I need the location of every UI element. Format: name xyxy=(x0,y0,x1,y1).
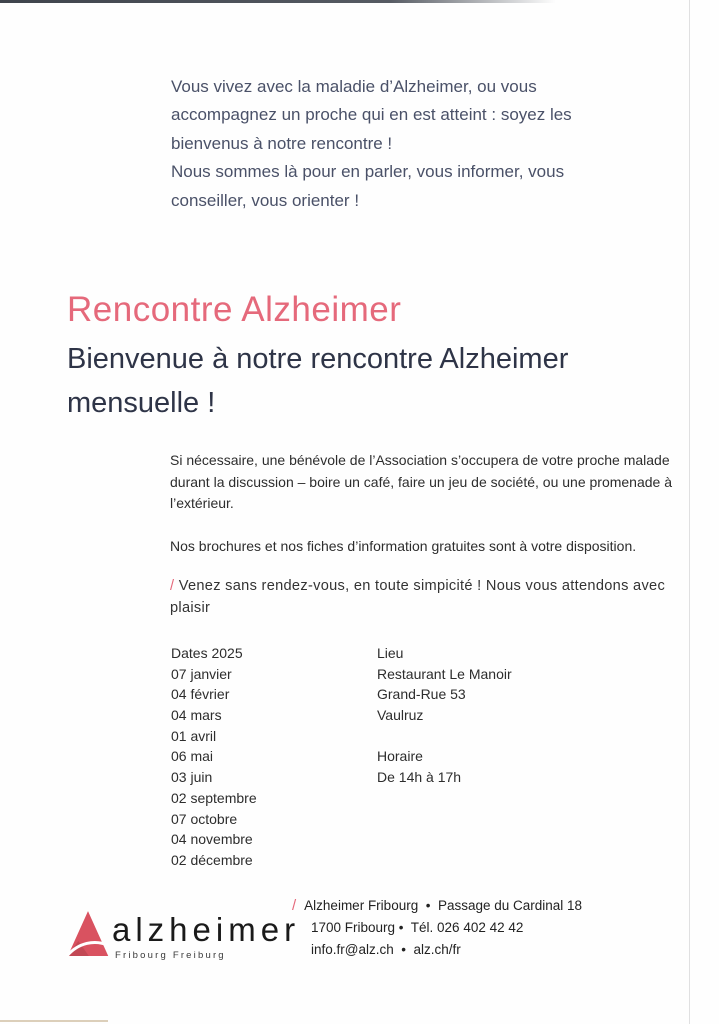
lieu-heading: Lieu xyxy=(377,645,404,661)
date-item: 02 septembre xyxy=(171,789,257,806)
lieu-venue: Restaurant Le Manoir xyxy=(377,665,512,682)
contact-line-phone: 1700 Fribourg • Tél. 026 402 42 42 xyxy=(311,920,524,935)
lieu-city: Vaulruz xyxy=(377,707,424,724)
body-line: l’extérieur. xyxy=(170,495,234,512)
logo-subtext: Fribourg Freiburg xyxy=(115,950,226,961)
page-subtitle xyxy=(67,338,647,425)
body-paragraph-brochures: Nos brochures et nos fiches d’information gratuites sont à votre disposition. xyxy=(170,538,637,554)
contact-line-address: / Alzheimer Fribourg • Passage du Cardinal 18 xyxy=(292,895,582,917)
dates-column xyxy=(171,643,257,871)
scan-edge-top xyxy=(0,0,556,3)
dates-heading: Dates 2025 xyxy=(171,645,243,661)
date-item: 06 mai xyxy=(171,748,214,765)
logo-wordmark: alzheimer xyxy=(112,911,301,948)
body-paragraph-caregiver xyxy=(170,450,672,515)
intro-line: Vous vivez avec la maladie d’Alzheimer, ou vous xyxy=(171,77,537,96)
date-item: 07 janvier xyxy=(171,665,232,682)
subtitle-line: mensuelle ! xyxy=(67,386,216,419)
date-item: 04 mars xyxy=(171,707,222,724)
horaire-heading: Horaire xyxy=(377,748,423,765)
lieu-street: Grand-Rue 53 xyxy=(377,686,466,703)
date-item: 04 novembre xyxy=(171,831,253,848)
date-item: 02 décembre xyxy=(171,851,253,868)
intro-line: conseiller, vous orienter ! xyxy=(171,190,360,210)
subtitle-line: Bienvenue à notre rencontre Alzheimer xyxy=(67,343,569,375)
slash-mark: / xyxy=(170,578,175,594)
highlight-line: / Venez sans rendez-vous, en toute simpicité ! Nous vous attendons avec xyxy=(170,578,666,594)
date-item: 01 avril xyxy=(171,727,217,744)
location-column xyxy=(377,643,512,788)
contact-line-email: info.fr@alz.ch • alz.ch/fr xyxy=(311,942,461,957)
date-item: 04 février xyxy=(171,686,230,703)
spacer-row xyxy=(377,726,512,747)
date-item: 03 juin xyxy=(171,769,213,786)
intro-line: Nous sommes là pour en parler, vous informer, vous xyxy=(171,162,565,182)
footer-contact-block xyxy=(292,895,582,961)
body-line: Si nécessaire, une bénévole de l’Association s’occupera de votre proche malade xyxy=(170,452,670,468)
horaire-value: De 14h à 17h xyxy=(377,769,462,786)
date-item: 07 octobre xyxy=(171,810,238,827)
slash-mark: / xyxy=(292,897,297,914)
alzheimer-fribourg-logo xyxy=(64,901,301,971)
intro-line: accompagnez un proche qui en est atteint : soyez les xyxy=(171,105,572,125)
intro-paragraph xyxy=(171,73,601,215)
scan-edge-bottom xyxy=(0,1020,108,1022)
intro-line: bienvenus à notre rencontre ! xyxy=(171,133,393,153)
scan-edge-right xyxy=(689,0,690,1024)
highlight-line: plaisir xyxy=(170,600,211,616)
logo-triangle-icon xyxy=(66,907,110,966)
page-title: Rencontre Alzheimer xyxy=(67,290,402,329)
body-line: durant la discussion – boire un café, faire un jeu de société, ou une promenade à xyxy=(170,473,672,490)
highlight-invitation xyxy=(170,575,665,619)
